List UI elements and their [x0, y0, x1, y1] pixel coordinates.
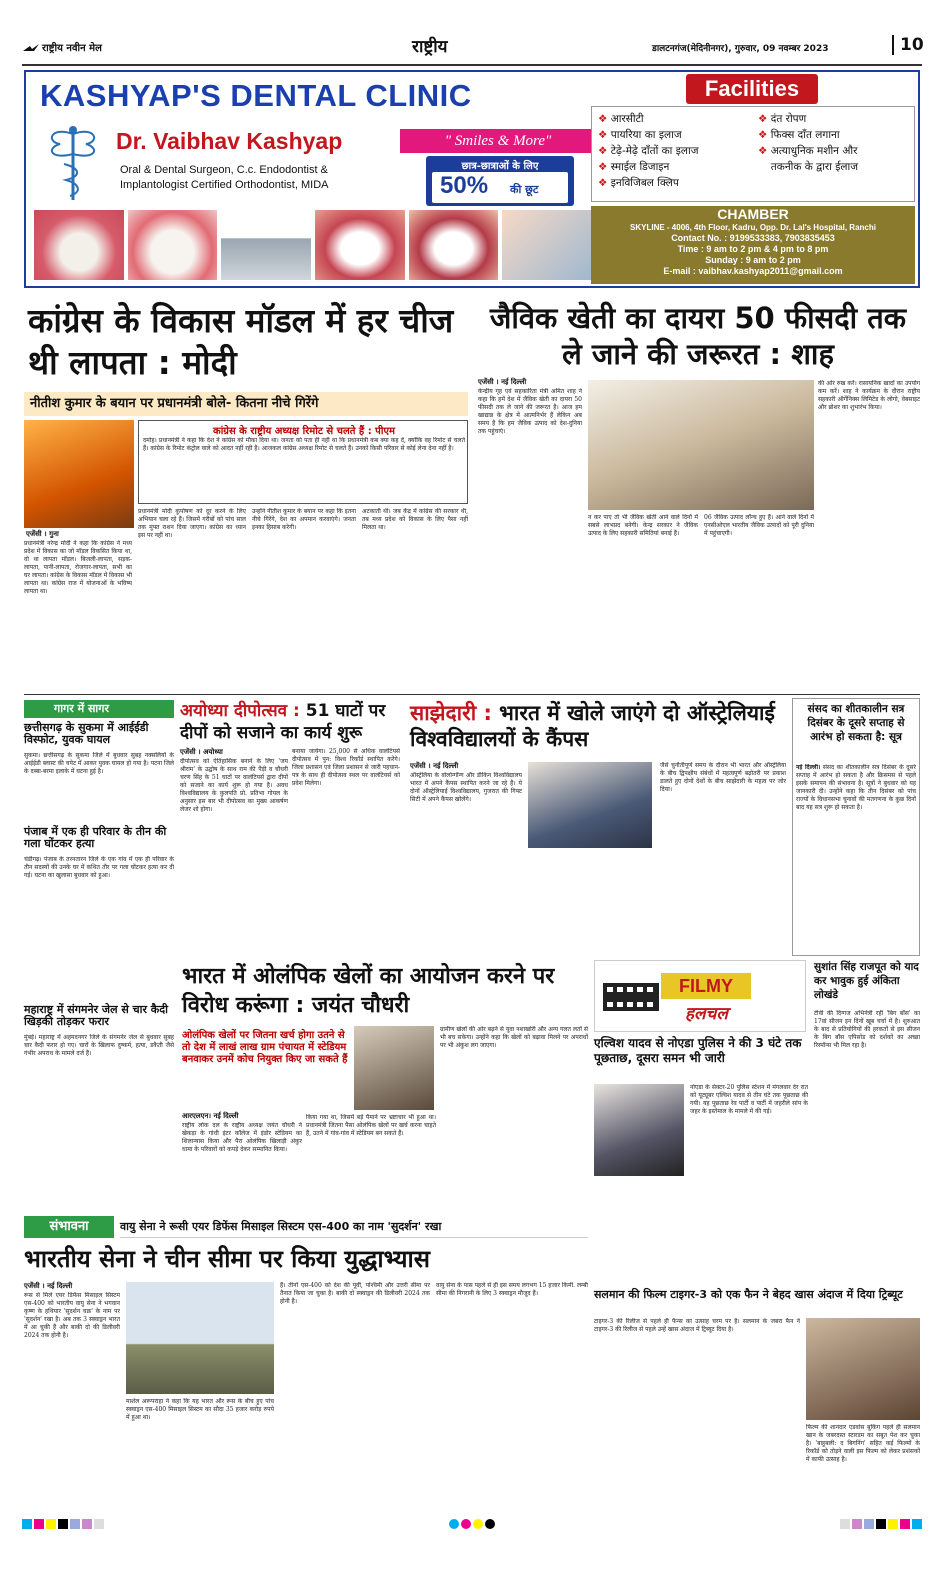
- story8-body-col1: रूस से मिले एयर डिफेंस मिसाइल सिस्टम एस-400 को भारतीय वायु सेना ने भगवान कृष्ण के हथियार 'सुदर्शन चक्र' के नाम पर 'सुदर्शन' रखा है। अब तक 3 स्क्वाड्रन भारत में आ चुकी हैं और बाकी दो की डिलीवरी 2024 तक होनी है।: [24, 1292, 120, 1339]
- story5-headline: [410, 700, 786, 752]
- masthead-logo: राष्ट्रीय नवीन मेल: [42, 43, 102, 54]
- filmy-b4: फिल्म की शानदार एडवांस बुकिंग पहले ही सलमान खान के जबरदस्त स्टारडम का सबूत पेश कर चुका है। 'बाहुबली: द बिगनिंग' सहित कई फिल्मों के रिकॉर्ड को तोड़ने वाली इस फिल्म को लेकर प्रशंसकों में काफी उत्साह है।: [806, 1424, 920, 1463]
- story7-pull-quote: ओलंपिक खेलों पर जितना खर्च होगा उतने से तो देश में लाखं लाख ग्राम पंचायत में स्टेडियम बनवाकर उनमें कोच नियुक्त किए जा सकते हैं: [182, 1030, 348, 1065]
- brief1-headline: छत्तीसगढ़ के सुकमा में आईईडी विस्फोट, युवक घायल: [24, 721, 149, 747]
- chamber-contact: Contact No. : 9199533383, 7903835453: [671, 233, 835, 243]
- facilities-right-list: [758, 111, 914, 175]
- filmy-h1: सुशांत सिंह राजपूत को याद कर भावुक हुई अंकिता लोखंडे: [814, 961, 919, 1001]
- facilities-title: Facilities: [686, 74, 818, 104]
- story4-dateline: एजेंसी । अयोध्या: [180, 748, 223, 756]
- offer-tail: की छूट: [510, 183, 539, 196]
- register-mark-icon: [449, 1519, 495, 1529]
- child-checkup-photo: [502, 210, 592, 280]
- facility-item: ❖ फिक्स दाँत लगाना: [758, 129, 840, 141]
- facilities-box: [591, 106, 915, 202]
- story1-body-col4: अटकाती थी। जब केंद्र में कांग्रेस की सरकार थी, तब मध्य प्रदेश को विकास के लिए पैसा नहीं मिलता था।: [362, 508, 468, 531]
- facility-item: ❖ स्माईल डिजाइन: [598, 161, 670, 173]
- story5-headline-lead: साझेदारी :: [410, 701, 492, 725]
- divider: [24, 694, 920, 695]
- story2-headline: जैविक खेती का दायरा 50 फीसदी तक ले जाने की जरूरत : शाह: [489, 301, 907, 371]
- story4-body-col1: दीपोत्सव को ऐतिहासिक बनाने के लिए 'जय श्रीराम' के उद्घोष के साथ राम की पैड़ी व चौधरी चरण सिंह के 51 घाटों पर वालंटियर्स द्वारा दीपों को सजाने का कार्य शुरू हो गया है। अवध विश्वविद्यालय के कुलपति प्रो. प्रतिभा गोयल के अनुसार इस बार भी दीपोत्सव का मुख्य आकर्षण लेजर शो होगा।: [180, 758, 288, 813]
- story7-body-col2: किया गया था, जिसमें बड़े पैमाने पर भ्रष्टाचार भी हुआ था। प्रधानमंत्री जितना पैसा ओलंपिक खेलों पर खर्च करना चाहते हैं, उतने में गांव-गांव में स्टेडियम बन सकते हैं।: [306, 1114, 436, 1137]
- story4-headline-rest: 51 घाटों पर दीपों को सजाने का कार्य शुरू: [180, 701, 386, 743]
- masthead-rule: [22, 64, 922, 66]
- film-reel-icon: [601, 969, 661, 1025]
- filmy-h3: सलमान की फिल्म टाइगर-3 को एक फैन ने बेहद खास अंदाज में दिया ट्रिब्यूट: [594, 1288, 903, 1301]
- elvish-photo: [594, 1084, 684, 1176]
- story4-headline: [180, 700, 400, 744]
- story8-body-col4: वायु सेना के पास पहले से ही इस समय लगभग 15 हजार किमी. लम्बी सीमा की निगरानी के लिए 3 स्क्वाड्रन मौजूद हैं।: [436, 1282, 588, 1297]
- brief3-body: मुंबई। महाराष्ट्र में अहमदनगर जिले के संगमनेर जेल से बुधवार सुबह चार कैदी फरार हो गए। चारों के खिलाफ दुष्कर्म, हत्या, डकैती जैसे गंभीर अपराध के मामले दर्ज हैं।: [24, 1034, 174, 1057]
- story6-headline: संसद का शीतकालीन सत्र दिसंबर के दूसरे सप्ताह से आरंभ हो सकता है: सूत्र: [807, 703, 905, 743]
- color-swatches-right: [840, 1519, 922, 1529]
- offer-badge: [426, 156, 574, 206]
- story5-headline-rest: भारत में खोले जाएंगे दो ऑस्ट्रेलियाई विश्वविद्यालयों के कैंपस: [410, 701, 775, 751]
- story7-body-col3: ग्रामीण खेलों की ओर बढ़ने से युवा नशाखोरी और अन्य गलत लतों से भी बच सकेगा। उन्होंने कहा कि खेलों को बढ़ावा मिलने पर अपराधों पर भी अंकुश लग जाएगा।: [440, 1026, 588, 1049]
- offer-percent: 50%: [440, 172, 489, 199]
- australia-meeting-photo: [528, 762, 652, 848]
- brief2-body: चंडीगढ़। पंजाब के तरनतारन जिले के एक गांव में एक ही परिवार के तीन सदस्यों की उनके घर में कथित तौर पर गला घोंटकर हत्या कर दी गई। घटना का खुलासा बुधवार को हुआ।: [24, 856, 174, 879]
- story2-dateline: एजेंसी । नई दिल्ली: [478, 378, 527, 386]
- section-title: राष्ट्रीय: [412, 37, 448, 57]
- story1-inset-title: कांग्रेस के राष्ट्रीय अध्यक्ष रिमोट से चलते हैं : पीएम: [213, 426, 395, 437]
- story5-body-col1: ऑस्ट्रेलिया के वोलोन्गॉन्ग और डीकिन विश्वविद्यालय भारत में अपने कैंपस स्थापित करने जा रहे हैं। ये दोनों ऑस्ट्रेलियाई विश्वविद्यालय, गुजरात की गिफ्ट सिटी में अपने कैंपस खोलेंगे।: [410, 772, 522, 803]
- story1-inset-body: दमोह। प्रधानमंत्री ने कहा कि देश ने कांग्रेस को मौका दिया था। जनता को पता ही नहीं था कि प्रधानमंत्री कब क्या कह दें, क्योंकि वह रिमोट से चलते हैं। कांग्रेस के रिमोट कंट्रोल वाले को आदत नहीं रही है। आजकल कांग्रेस अध्यक्ष रिमोट से चलते हैं। उनको किसी परिवार से कोई लेना देना नहीं है।: [143, 437, 465, 452]
- smile-photo-2: [409, 210, 499, 280]
- facility-item: ❖ अत्याधुनिक मशीन और: [758, 145, 858, 157]
- briefs-tag: गागर में सागर: [24, 700, 174, 718]
- tiger3-fan-photo: [806, 1318, 920, 1420]
- facility-item: ❖ दंत रोपण: [758, 113, 807, 125]
- story2-caption: 06 जैविक उत्पाद लॉन्च हुए हैं। आने वाले दिनों में एनसीओएल भारतीय जैविक उत्पादों को पूरी दुनिया में पहुंचाएगी।: [704, 514, 814, 537]
- story6-dateline: नई दिल्ली।: [796, 764, 821, 771]
- facility-item: ❖ तकनीक के द्वारा ईलाज: [758, 161, 859, 173]
- chamber-address: SKYLINE - 4006, 4th Floor, Kadru, Opp. Dr. Lal's Hospital, Ranchi: [630, 223, 876, 232]
- denture-photo: [34, 210, 124, 280]
- story8-dateline: एजेंसी । नई दिल्ली: [24, 1282, 73, 1290]
- story2-body-col1: केन्द्रीय गृह एवं सहकारिता मंत्री अमित शाह ने कहा कि हमें देश में जैविक खेती का दायरा 50 फीसदी तक ले जाने की जरूरत है। आज हम खाद्यान्न के क्षेत्र में आत्मनिर्भर हैं लेकिन अब समय है कि हम जैविक उत्पाद को देश-दुनिया तक पहुंचाएं।: [478, 388, 582, 435]
- filmy-b2: नोएडा के सेक्टर-20 पुलिस स्टेशन में मंगलवार देर रात को यूट्यूबर एल्विश यादव से तीन घंटे तक पूछताछ की गयी। यह पूछताछ रेव पार्टी व पार्टी में जहरीले सांप के जहर के इस्तेमाल के मामले में की गई।: [690, 1084, 808, 1115]
- story5-dateline: एजेंसी । नई दिल्ली: [410, 762, 459, 770]
- implant-photo: [221, 210, 311, 280]
- bird-logo-icon: [22, 38, 40, 48]
- jayant-photo: [354, 1026, 434, 1110]
- chamber-email: E-mail : vaibhav.kashyap2011@gmail.com: [663, 266, 843, 276]
- doctor-name: Dr. Vaibhav Kashyap: [116, 128, 343, 154]
- story1-body-col3: उन्होंने नीतीश कुमार के बयान पर कहा कि इतना नीचे गिरेंगे, देश का अपमान करवाएंगे। जनता इनका हिसाब करेगी।: [252, 508, 356, 531]
- filmy-logo: [594, 960, 806, 1032]
- story2-body-col3: की ओर रुख करें। रासायनिक खादों का उपयोग कम करें। शाह ने कार्यक्रम के दौरान राष्ट्रीय सहकारी ऑर्गेनिक्स लिमिटेड के लोगो, वेबसाइट और ब्रोशर का शुभारंभ किया।: [818, 380, 920, 411]
- shah-event-photo: [588, 380, 814, 510]
- caduceus-icon: [40, 124, 106, 202]
- dateline: डालटनगंज(मेदिनीनगर), गुरुवार, 09 नवम्बर 2023: [652, 44, 829, 54]
- story8-body-col2: मार्शल अरूपराहा ने कहा कि यह भारत और रूस के बीच हुए पांच स्क्वाड्रन एस-400 मिसाइल सिस्टम का सौदा 35 हजार करोड़ रुपये में हुआ था।: [126, 1398, 274, 1421]
- story1-inset-box: [138, 420, 468, 504]
- dental-ad: [24, 70, 920, 288]
- offer-line: छात्र-छात्राओं के लिए: [461, 161, 539, 172]
- story4-body-col2: बनाया जायेगा। 25,000 से अधिक वालंटियर्स दीपोत्सव में पुन: विश्व रिकॉर्ड स्थापित करेंगे। जिला प्रशासन एवं जिला प्रशासन से जारी पहचान-पत्र के साथ ही दीपोत्सव स्थल पर वालंटियर्स को प्रवेश मिलेगा।: [292, 748, 400, 787]
- filmy-logo-hindi: हलचल: [685, 1004, 728, 1024]
- story8-body-col3: हैं। तीनों एस-400 को देश की पूर्वी, पश्चिमी और उत्तरी सीमा पर तैनात किया जा चुका है। बाकी दो स्क्वाड्रन की डिलीवरी 2024 तक होनी है।: [280, 1282, 430, 1305]
- story8-tag: संभावना: [24, 1216, 114, 1238]
- s400-missile-photo: [126, 1282, 274, 1394]
- story7-headline: भारत में ओलंपिक खेलों का आयोजन करने पर विरोध करूंगा : जयंत चौधरी: [182, 964, 555, 1018]
- story7-dateline: आरएलएन। नई दिल्ली: [182, 1112, 239, 1120]
- teeth-photo-strip: [34, 210, 592, 280]
- color-swatches-left: [22, 1519, 104, 1529]
- facility-item: ❖ आरसीटी: [598, 113, 644, 125]
- clinic-name: KASHYAP'S DENTAL CLINIC: [40, 78, 472, 113]
- teeth-model-photo: [128, 210, 218, 280]
- story8-kicker: वायु सेना ने रूसी एयर डिफेंस मिसाइल सिस्टम एस-400 का नाम 'सुदर्शन' रखा: [120, 1216, 588, 1238]
- registration-color-bar: [22, 1518, 922, 1530]
- story1-body-col1: प्रधानमंत्री नरेन्द्र मोदी ने कहा कि कांग्रेस ने मध्य प्रदेश में विकास का जो मॉडल विकसित किया था, वो था लापता मॉडल। बिजली-लापता, सड़क-लापता, पानी-लापता, रोजगार-लापता, सभी का घर लापता। कांग्रेस के विकास मॉडल में विकास भी लापता था। कांग्रेस राज में योजनाओं के भविष्य लापता था।: [24, 540, 132, 595]
- filmy-logo-text: FILMY: [661, 973, 751, 999]
- story1-body-col2: प्रधानमंत्री मोदी कुपोषण को दूर करने के लिए अभियान चला रहे हैं। जिसमें गरीबों को पांच साल तक मुफ्त राशन दिया जाएगा। कांग्रेस का ध्यान इस पर नहीं था।: [138, 508, 246, 539]
- modi-rally-photo: [24, 420, 134, 528]
- story6-body-text: संसद का शीतकालीन सत्र दिसंबर के दूसरे सप्ताह में आरंभ हो सकता है और क्रिसमस से पहले इसके समापन की संभावना है। सूत्रों ने बुधवार को यह जानकारी दी। उन्होंने कहा कि तीन दिसंबर को पांच राज्यों के विधानसभा चुनावों की मतगणना के कुछ दिनों बाद यह सत्र शुरू हो सकता है।: [796, 764, 916, 811]
- story4-headline-lead: अयोध्या दीपोत्सव :: [180, 701, 300, 721]
- chamber-box: [591, 206, 915, 284]
- smile-photo: [315, 210, 405, 280]
- filmy-h2: एल्विश यादव से नोएडा पुलिस ने की 3 घंटे तक पूछताछ, दूसरा समन भी जारी: [594, 1036, 802, 1065]
- facility-item: ❖ पायरिया का इलाज: [598, 129, 682, 141]
- filmy-b3: टाइगर-3 की रिलीज से पहले ही फैन्स का उत्साह चरम पर है। सलमान के जबरा फैन ने टाइगर-3 की रिलीज से पहले उन्हें खास अंदाज में ट्रिब्यूट दिया है।: [594, 1318, 800, 1333]
- story6-body: [796, 764, 916, 952]
- page-number: 10: [892, 35, 924, 55]
- facility-item: ❖ इनविजिबल क्लिप: [598, 177, 679, 189]
- brief3-headline: महाराष्ट्र में संगमनेर जेल से चार कैदी खिड़की तोड़कर फरार: [24, 1003, 168, 1029]
- chamber-title: CHAMBER: [717, 206, 789, 222]
- brief1-body: सुकमा। छत्तीसगढ़ के सुकमा जिले में बुधवार सुबह नक्सलियों के आईईडी ब्लास्ट की चपेट में आकर युवक घायल हो गया है। पटना जिले के दब्बा-बरमा इलाके में घटना हुई है।: [24, 752, 174, 775]
- chamber-sunday: Sunday : 9 am to 2 pm: [705, 255, 801, 265]
- qualification-2: Implantologist Certified Orthodontist, MIDA: [120, 179, 329, 191]
- filmy-b1: टीवी की दिग्गज अभिनेत्री रहीं 'बिग बॉस' का 17वां सीजन इन दिनों खूब चर्चा में है। शुरुआत के बाद से प्रतियोगियों की हरकतों से इस सीजन के बिग बॉस एपिसोड को दर्शकों का अच्छा रिस्पॉन्स भी मिल रहा है।: [814, 1010, 920, 1049]
- story1-headline: कांग्रेस के विकास मॉडल में हर चीज थी लापता : मोदी: [28, 301, 454, 382]
- story7-body-col1: राष्ट्रीय लोक दल के राष्ट्रीय अध्यक्ष जयंत चौधरी ने खेकड़ा के गांधी इंटर कॉलेज में इंडोर स्टेडियम का शिलान्यास किया और पैरा ओलंपिक खिलाड़ी अंकुर धामा के परिवारों को कपड़े देकर सम्मानित किया।: [182, 1122, 302, 1153]
- story1-dateline: एजेंसी । गुना: [26, 530, 59, 538]
- story5-body-col2: जैसे चुनौतीपूर्ण समय के दौरान भी भारत और ऑस्ट्रेलिया के बीच द्विपक्षीय संबंधों में महत्वपूर्ण बढ़ोतरी पर प्रकाश डालते हुए दोनों देशों के बीच साझेदारी के महत्व पर जोर दिया।: [660, 762, 786, 793]
- facilities-left-list: [598, 111, 758, 191]
- brief2-headline: पंजाब में एक ही परिवार के तीन की गला घोंटकर हत्या: [24, 825, 167, 851]
- story1-subhead: नीतीश कुमार के बयान पर प्रधानमंत्री बोले- कितना नीचे गिरेंगे: [24, 392, 468, 416]
- story8-headline: भारतीय सेना ने चीन सीमा पर किया युद्धाभ्यास: [24, 1245, 430, 1273]
- story2-body-col2: न कर पाए तो भी जैविक खेती आने वाले दिनों में सबसे लाभप्रद बनेगी। केन्द्र सरकार ने जैविक उत्पाद के लिए सहकारी समितियां बनाई हैं।: [588, 514, 698, 537]
- qualification-1: Oral & Dental Surgeon, C.c. Endodontist &: [120, 164, 328, 176]
- facility-item: ❖ टेढ़े-मेढ़े दाँतों का इलाज: [598, 145, 699, 157]
- smiles-tagline: " Smiles & More": [400, 129, 596, 153]
- chamber-time: Time : 9 am to 2 pm & 4 pm to 8 pm: [677, 244, 829, 254]
- masthead: [22, 36, 922, 62]
